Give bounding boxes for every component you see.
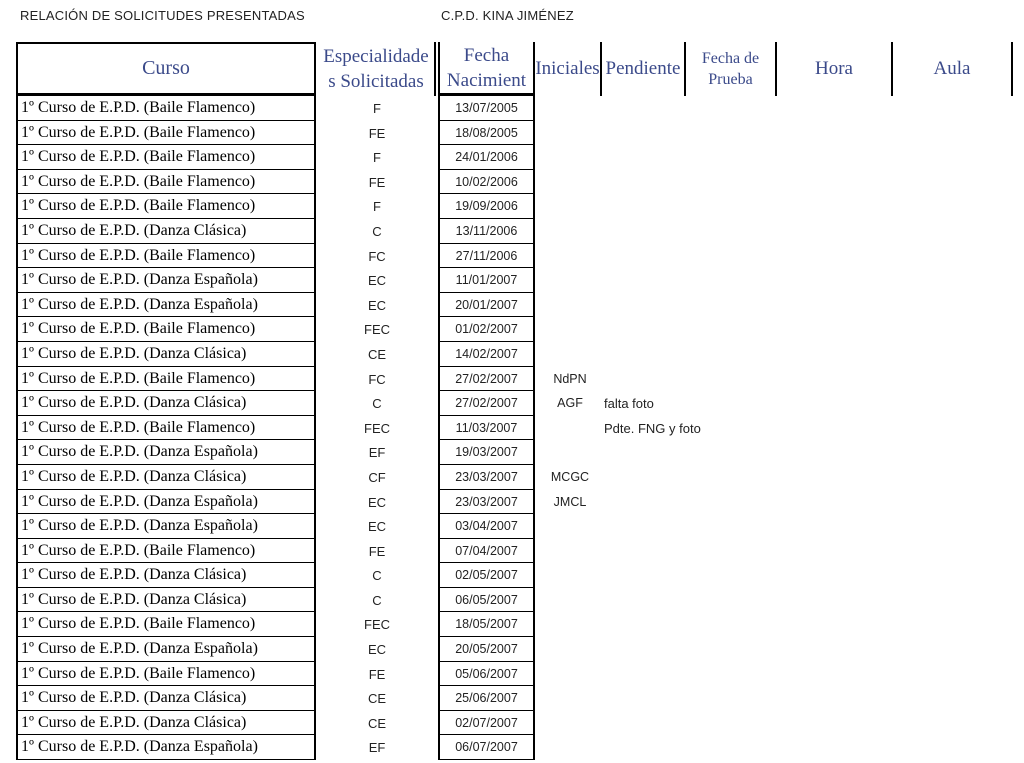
cell-pendiente — [604, 514, 804, 539]
cell-fecha-nacimiento: 18/08/2005 — [438, 121, 535, 146]
header-especialidades — [318, 42, 436, 96]
cell-curso: 1º Curso de E.P.D. (Baile Flamenco) — [16, 367, 316, 392]
cell-fecha-nacimiento: 27/02/2007 — [438, 367, 535, 392]
cell-especialidades: FE — [368, 666, 386, 682]
cell-curso: 1º Curso de E.P.D. (Danza Clásica) — [16, 588, 316, 613]
cell-fecha-nacimiento: 05/06/2007 — [438, 662, 535, 687]
cell-iniciales — [535, 514, 605, 539]
cell-curso: 1º Curso de E.P.D. (Danza Española) — [16, 440, 316, 465]
cell-fecha-nacimiento: 27/11/2006 — [438, 244, 535, 269]
cell-especialidades: EF — [368, 740, 386, 756]
cell-curso: 1º Curso de E.P.D. (Baile Flamenco) — [16, 539, 316, 564]
cell-fecha-nacimiento: 02/05/2007 — [438, 563, 535, 588]
header-pendiente-label: Pendiente — [605, 58, 681, 79]
cell-especialidades: FE — [368, 125, 386, 141]
cell-especialidades: EC — [367, 297, 387, 313]
cell-pendiente — [604, 686, 804, 711]
cell-curso: 1º Curso de E.P.D. (Baile Flamenco) — [16, 416, 316, 441]
cell-especialidades: C — [372, 396, 382, 412]
cell-iniciales — [535, 735, 605, 760]
header-fecha-prueba-line2: Prueba — [708, 71, 753, 88]
cell-pendiente — [604, 342, 804, 367]
center-name: C.P.D. KINA JIMÉNEZ — [441, 8, 574, 23]
cell-iniciales — [535, 440, 605, 465]
cell-especialidades: C — [372, 592, 382, 608]
cell-iniciales — [535, 686, 605, 711]
cell-pendiente — [604, 317, 804, 342]
cell-especialidades: EF — [368, 445, 386, 461]
cell-curso: 1º Curso de E.P.D. (Danza Clásica) — [16, 563, 316, 588]
cell-curso: 1º Curso de E.P.D. (Baile Flamenco) — [16, 96, 316, 121]
cell-fecha-nacimiento: 06/05/2007 — [438, 588, 535, 613]
header-iniciales-label: Iniciales — [535, 58, 600, 79]
cell-iniciales — [535, 416, 605, 441]
cell-fecha-nacimiento: 06/07/2007 — [438, 735, 535, 760]
cell-especialidades: FEC — [364, 420, 390, 436]
cell-fecha-nacimiento: 25/06/2007 — [438, 686, 535, 711]
cell-iniciales — [535, 637, 605, 662]
cell-fecha-nacimiento: 23/03/2007 — [438, 490, 535, 515]
cell-curso: 1º Curso de E.P.D. (Baile Flamenco) — [16, 170, 316, 195]
cell-iniciales — [535, 662, 605, 687]
cell-pendiente — [604, 219, 804, 244]
cell-especialidades: FEC — [364, 322, 390, 338]
cell-curso: 1º Curso de E.P.D. (Danza Clásica) — [16, 686, 316, 711]
cell-iniciales: MCGC — [550, 469, 590, 484]
cell-curso: 1º Curso de E.P.D. (Danza Clásica) — [16, 391, 316, 416]
cell-iniciales — [535, 121, 605, 146]
cell-fecha-nacimiento: 18/05/2007 — [438, 612, 535, 637]
header-especialidades-line1: Especialidade — [323, 46, 429, 67]
cell-curso: 1º Curso de E.P.D. (Danza Española) — [16, 490, 316, 515]
cell-iniciales — [535, 317, 605, 342]
cell-pendiente — [604, 440, 804, 465]
header-fecha-line2: Nacimient — [446, 69, 527, 91]
cell-curso: 1º Curso de E.P.D. (Baile Flamenco) — [16, 145, 316, 170]
header-aula-label: Aula — [933, 58, 971, 79]
cell-iniciales — [535, 170, 605, 195]
cell-curso: 1º Curso de E.P.D. (Baile Flamenco) — [16, 612, 316, 637]
cell-curso: 1º Curso de E.P.D. (Danza Clásica) — [16, 342, 316, 367]
cell-especialidades: C — [372, 568, 382, 584]
cell-curso: 1º Curso de E.P.D. (Baile Flamenco) — [16, 244, 316, 269]
cell-iniciales — [535, 342, 605, 367]
cell-pendiente — [604, 711, 804, 736]
cell-especialidades: F — [373, 150, 381, 166]
cell-iniciales: JMCL — [553, 494, 587, 509]
cell-iniciales — [535, 612, 605, 637]
cell-especialidades: FEC — [364, 617, 390, 633]
cell-fecha-nacimiento: 19/09/2006 — [438, 194, 535, 219]
cell-pendiente — [604, 637, 804, 662]
cell-fecha-nacimiento: 11/03/2007 — [438, 416, 535, 441]
cell-pendiente: Pdte. FNG y foto — [604, 420, 701, 436]
document-title: RELACIÓN DE SOLICITUDES PRESENTADAS — [20, 8, 305, 23]
cell-fecha-nacimiento: 13/11/2006 — [438, 219, 535, 244]
cell-curso: 1º Curso de E.P.D. (Danza Española) — [16, 293, 316, 318]
cell-pendiente — [604, 612, 804, 637]
cell-fecha-nacimiento: 23/03/2007 — [438, 465, 535, 490]
cell-curso: 1º Curso de E.P.D. (Baile Flamenco) — [16, 194, 316, 219]
cell-pendiente — [604, 194, 804, 219]
cell-curso: 1º Curso de E.P.D. (Danza Española) — [16, 735, 316, 760]
cell-pendiente — [604, 490, 804, 515]
cell-iniciales — [535, 194, 605, 219]
cell-fecha-nacimiento: 07/04/2007 — [438, 539, 535, 564]
cell-especialidades: FC — [368, 371, 386, 387]
cell-pendiente — [604, 170, 804, 195]
cell-fecha-nacimiento: 11/01/2007 — [438, 268, 535, 293]
header-especialidades-line2: s Solicitadas — [328, 71, 424, 92]
cell-pendiente — [604, 367, 804, 392]
header-pendiente — [600, 42, 686, 96]
cell-iniciales — [535, 244, 605, 269]
cell-curso: 1º Curso de E.P.D. (Danza Clásica) — [16, 711, 316, 736]
cell-fecha-nacimiento: 02/07/2007 — [438, 711, 535, 736]
cell-especialidades: FC — [368, 248, 386, 264]
cell-iniciales — [535, 563, 605, 588]
cell-pendiente: falta foto — [604, 396, 654, 412]
cell-curso: 1º Curso de E.P.D. (Baile Flamenco) — [16, 121, 316, 146]
cell-fecha-nacimiento: 10/02/2006 — [438, 170, 535, 195]
cell-pendiente — [604, 293, 804, 318]
cell-fecha-nacimiento: 01/02/2007 — [438, 317, 535, 342]
header-fecha-nacimiento — [438, 42, 535, 96]
cell-pendiente — [604, 735, 804, 760]
cell-iniciales: NdPN — [553, 371, 587, 386]
cell-especialidades: CE — [367, 346, 387, 362]
cell-pendiente — [604, 662, 804, 687]
cell-pendiente — [604, 465, 804, 490]
cell-curso: 1º Curso de E.P.D. (Danza Española) — [16, 514, 316, 539]
cell-especialidades: CE — [367, 715, 387, 731]
cell-curso: 1º Curso de E.P.D. (Danza Española) — [16, 268, 316, 293]
cell-pendiente — [604, 96, 804, 121]
cell-curso: 1º Curso de E.P.D. (Danza Clásica) — [16, 465, 316, 490]
cell-especialidades: CE — [367, 691, 387, 707]
cell-fecha-nacimiento: 14/02/2007 — [438, 342, 535, 367]
cell-fecha-nacimiento: 20/01/2007 — [438, 293, 535, 318]
cell-pendiente — [604, 244, 804, 269]
cell-curso: 1º Curso de E.P.D. (Baile Flamenco) — [16, 662, 316, 687]
cell-especialidades: CF — [368, 469, 386, 485]
cell-pendiente — [604, 121, 804, 146]
cell-especialidades: FE — [368, 174, 386, 190]
header-iniciales — [535, 42, 600, 96]
cell-especialidades: F — [373, 101, 381, 116]
header-fecha-prueba — [686, 42, 777, 96]
cell-iniciales: AGF — [557, 396, 583, 411]
header-curso — [16, 42, 316, 96]
cell-fecha-nacimiento: 03/04/2007 — [438, 514, 535, 539]
cell-especialidades: EC — [367, 519, 387, 535]
cell-pendiente — [604, 563, 804, 588]
cell-fecha-nacimiento: 27/02/2007 — [438, 391, 535, 416]
cell-especialidades: F — [373, 199, 381, 215]
cell-iniciales — [535, 145, 605, 170]
cell-especialidades: C — [372, 223, 382, 239]
header-hora — [777, 42, 893, 96]
cell-especialidades: EC — [367, 642, 387, 658]
cell-curso: 1º Curso de E.P.D. (Baile Flamenco) — [16, 317, 316, 342]
cell-fecha-nacimiento: 19/03/2007 — [438, 440, 535, 465]
cell-fecha-nacimiento: 20/05/2007 — [438, 637, 535, 662]
header-fecha-prueba-line1: Fecha de — [701, 50, 760, 67]
header-curso-label: Curso — [142, 57, 190, 79]
cell-especialidades: FE — [368, 543, 386, 559]
cell-iniciales — [535, 268, 605, 293]
cell-iniciales — [535, 96, 605, 121]
cell-pendiente — [604, 588, 804, 613]
cell-iniciales — [535, 539, 605, 564]
cell-pendiente — [604, 145, 804, 170]
cell-curso: 1º Curso de E.P.D. (Danza Española) — [16, 637, 316, 662]
cell-iniciales — [535, 219, 605, 244]
cell-curso: 1º Curso de E.P.D. (Danza Clásica) — [16, 219, 316, 244]
cell-iniciales — [535, 588, 605, 613]
cell-especialidades: EC — [367, 273, 387, 289]
cell-fecha-nacimiento: 24/01/2006 — [438, 145, 535, 170]
header-aula — [893, 42, 1013, 96]
cell-pendiente — [604, 268, 804, 293]
cell-especialidades: EC — [367, 494, 387, 510]
header-fecha-line1: Fecha — [463, 44, 510, 66]
cell-iniciales — [535, 293, 605, 318]
cell-fecha-nacimiento: 13/07/2005 — [438, 96, 535, 121]
header-hora-label: Hora — [815, 58, 853, 79]
cell-iniciales — [535, 711, 605, 736]
cell-pendiente — [604, 539, 804, 564]
